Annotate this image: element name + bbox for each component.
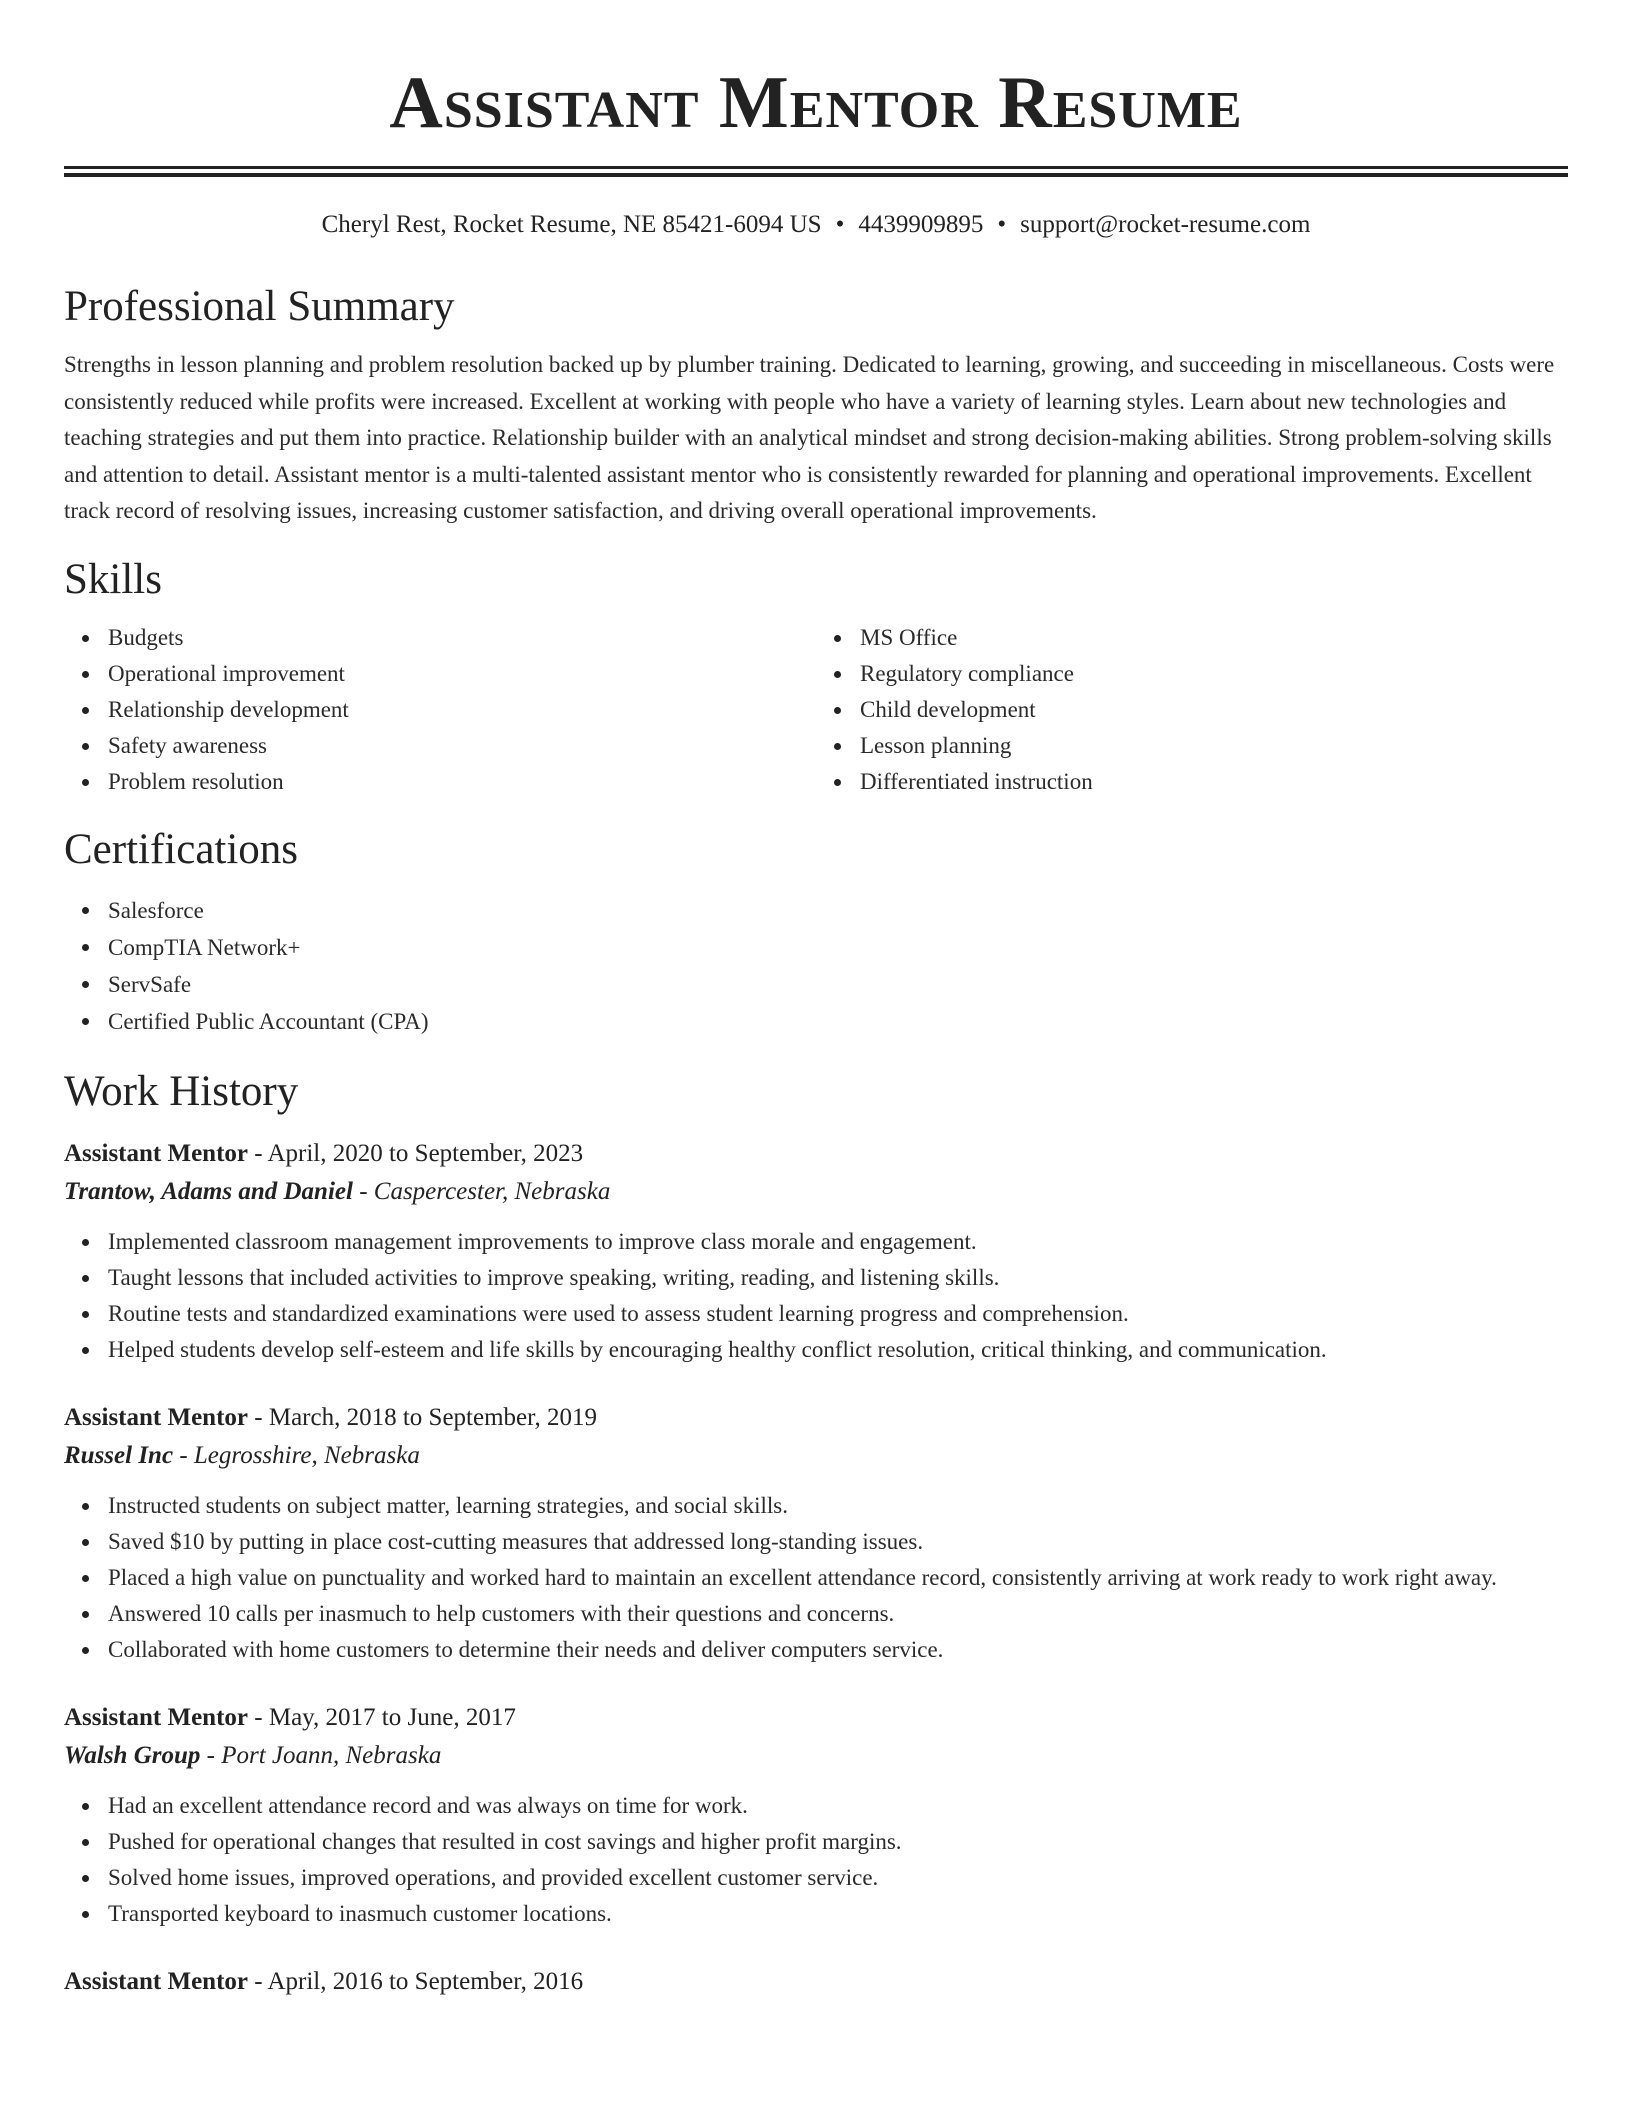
job-bullets — [64, 1224, 1568, 1368]
job-entry — [64, 1700, 1568, 1932]
job-bullet: Pushed for operational changes that resulted in cost savings and higher profit margins. — [108, 1824, 1568, 1860]
job-bullet: Saved $10 by putting in place cost-cutting measures that addressed long-standing issues. — [108, 1524, 1568, 1560]
job-title: Assistant Mentor — [64, 1403, 249, 1431]
skill-item: Budgets — [108, 620, 816, 656]
skills-columns — [64, 620, 1568, 800]
job-bullets — [64, 1488, 1568, 1668]
skill-item: MS Office — [860, 620, 1568, 656]
job-location: Port Joann, Nebraska — [221, 1741, 442, 1769]
job-bullet: Taught lessons that included activities to improve speaking, writing, reading, and listening skills. — [108, 1260, 1568, 1296]
resume-title: Assistant Mentor Resume — [389, 62, 1243, 144]
skill-item: Differentiated instruction — [860, 764, 1568, 800]
job-company: Trantow, Adams and Daniel — [64, 1177, 353, 1205]
job-entry — [64, 1964, 1568, 2000]
job-title-line: Assistant Mentor - April, 2020 to September, 2023 — [64, 1139, 584, 1167]
job-title: Assistant Mentor — [64, 1967, 249, 1995]
summary-heading: Professional Summary — [64, 283, 455, 330]
certifications-heading: Certifications — [64, 825, 299, 873]
skill-item: Operational improvement — [108, 656, 816, 692]
job-company: Russel Inc — [64, 1441, 174, 1469]
job-bullets — [64, 1788, 1568, 1932]
contact-line — [64, 209, 1568, 241]
skill-item: Relationship development — [108, 692, 816, 728]
job-dates: April, 2016 to September, 2016 — [267, 1967, 584, 1995]
skill-item: Safety awareness — [108, 728, 816, 764]
job-dates: April, 2020 to September, 2023 — [267, 1139, 584, 1167]
contact-separator: • — [997, 211, 1007, 238]
skills-list-right — [816, 620, 1568, 800]
contact-phone: 4439909895 — [858, 211, 984, 238]
resume-page — [64, 0, 1568, 2000]
work-history-heading: Work History — [64, 1067, 299, 1115]
contact-address: Cheryl Rest, Rocket Resume, NE 85421-6094 US — [321, 211, 822, 238]
skills-list-left — [64, 620, 816, 800]
job-bullet: Had an excellent attendance record and was always on time for work. — [108, 1788, 1568, 1824]
skill-item: Child development — [860, 692, 1568, 728]
job-bullet: Placed a high value on punctuality and worked hard to maintain an excellent attendance record, consistently arriving at work ready to work right away. — [108, 1560, 1568, 1596]
job-bullet: Collaborated with home customers to determine their needs and deliver computers service. — [108, 1632, 1568, 1668]
job-bullet: Transported keyboard to inasmuch customer locations. — [108, 1896, 1568, 1932]
title-divider — [64, 166, 1568, 177]
contact-separator: • — [835, 211, 845, 238]
job-entry — [64, 1136, 1568, 1368]
job-dates: March, 2018 to September, 2019 — [268, 1403, 597, 1431]
job-company-line: Russel Inc - Legrosshire, Nebraska — [64, 1441, 420, 1469]
job-title: Assistant Mentor — [64, 1139, 249, 1167]
job-title-line: Assistant Mentor - April, 2016 to September, 2016 — [64, 1967, 584, 1995]
skill-item: Lesson planning — [860, 728, 1568, 764]
contact-email: support@rocket-resume.com — [1020, 211, 1311, 238]
summary-text: Strengths in lesson planning and problem resolution backed up by plumber training. Dedicated to learning, growing, and succeeding in miscellaneous. Costs were consistently reduced while profits were increased. Excellent at working with people who have a variety of learning styles. Learn about new technologies and teaching strategies and put them into practice. Relationship builder with an analytical mindset and strong decision-making abilities. Strong problem-solving skills and attention to detail. Assistant mentor is a multi-talented assistant mentor who is consistently rewarded for planning and operational improvements. Excellent track record of resolving issues, increasing customer satisfaction, and driving overall operational improvements. — [64, 352, 1555, 523]
job-entry — [64, 1400, 1568, 1668]
job-title: Assistant Mentor — [64, 1703, 249, 1731]
certification-item: CompTIA Network+ — [108, 929, 1568, 966]
job-title-line: Assistant Mentor - March, 2018 to September, 2019 — [64, 1403, 597, 1431]
job-title-line: Assistant Mentor - May, 2017 to June, 2017 — [64, 1703, 516, 1731]
skill-item: Regulatory compliance — [860, 656, 1568, 692]
certification-item: ServSafe — [108, 966, 1568, 1003]
job-company-line: Walsh Group - Port Joann, Nebraska — [64, 1741, 442, 1769]
job-bullet: Solved home issues, improved operations, and provided excellent customer service. — [108, 1860, 1568, 1896]
job-bullet: Implemented classroom management improvements to improve class morale and engagement. — [108, 1224, 1568, 1260]
certifications-list — [64, 892, 1568, 1040]
job-location: Legrosshire, Nebraska — [193, 1441, 420, 1469]
job-dates: May, 2017 to June, 2017 — [268, 1703, 516, 1731]
certification-item: Salesforce — [108, 892, 1568, 929]
job-bullet: Answered 10 calls per inasmuch to help customers with their questions and concerns. — [108, 1596, 1568, 1632]
skill-item: Problem resolution — [108, 764, 816, 800]
job-location: Caspercester, Nebraska — [373, 1177, 611, 1205]
job-bullet: Helped students develop self-esteem and life skills by encouraging healthy conflict resolution, critical thinking, and communication. — [108, 1332, 1568, 1368]
job-company: Walsh Group — [64, 1741, 201, 1769]
job-company-line: Trantow, Adams and Daniel - Caspercester, Nebraska — [64, 1177, 611, 1205]
job-bullet: Routine tests and standardized examinations were used to assess student learning progress and comprehension. — [108, 1296, 1568, 1332]
certification-item: Certified Public Accountant (CPA) — [108, 1003, 1568, 1040]
job-bullet: Instructed students on subject matter, learning strategies, and social skills. — [108, 1488, 1568, 1524]
skills-heading: Skills — [64, 555, 162, 603]
